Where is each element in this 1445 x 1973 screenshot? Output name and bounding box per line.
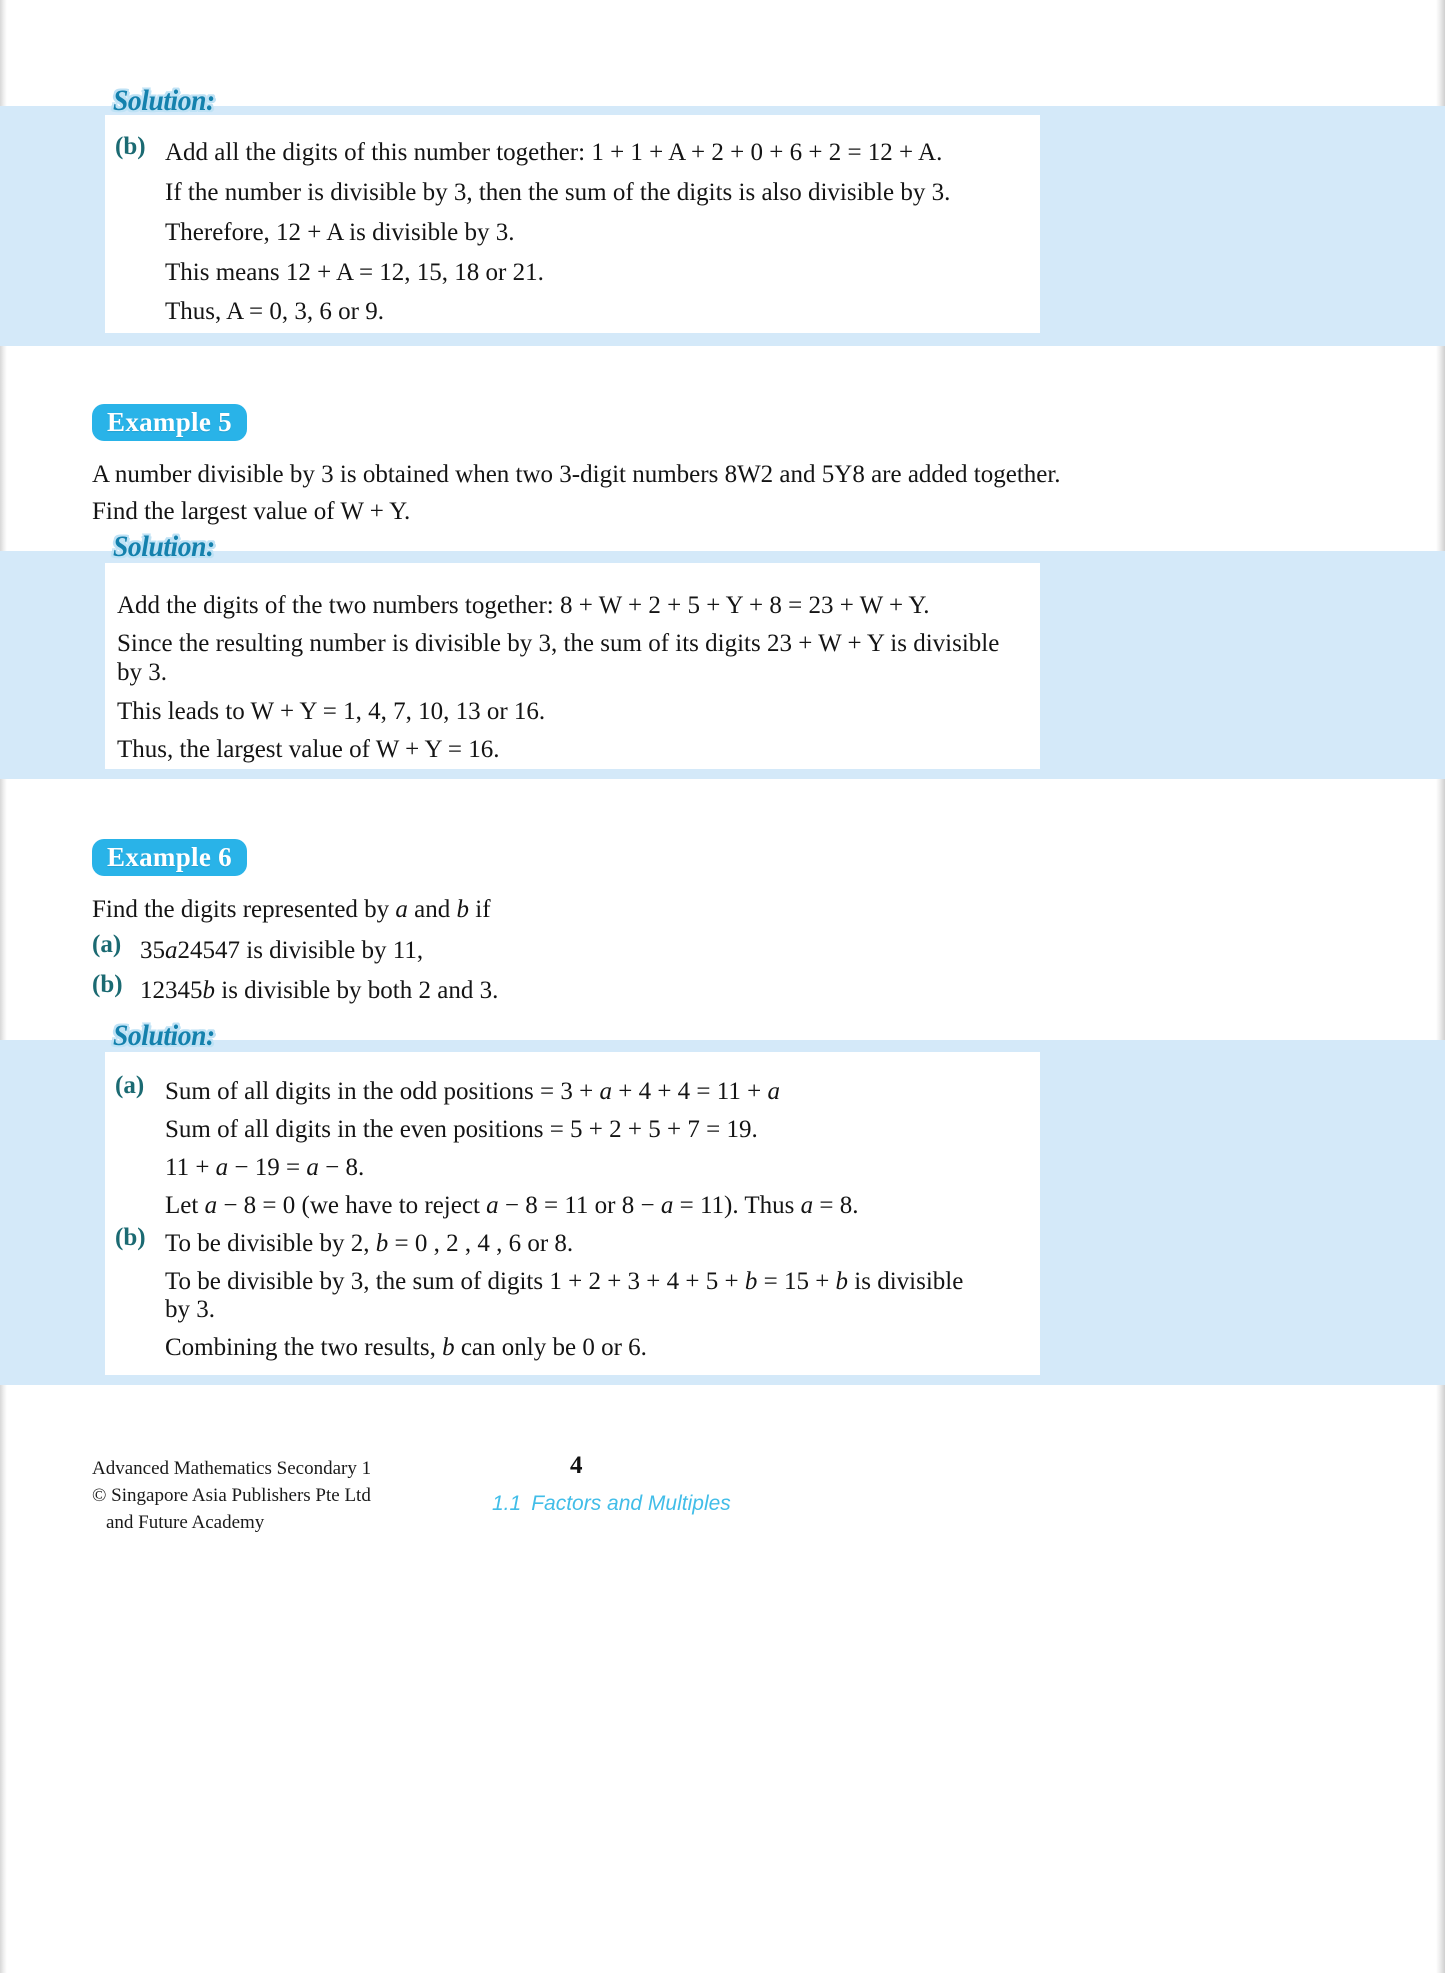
- example-5-solution-line-2: by 3.: [117, 659, 167, 686]
- example-5-question-line-1: Find the largest value of W + Y.: [92, 498, 411, 525]
- example-6-question-intro: Find the digits represented by a and b if: [92, 896, 491, 923]
- solution-top-marker: (b): [115, 133, 146, 160]
- solution-top-line-3: This means 12 + A = 12, 15, 18 or 21.: [165, 259, 544, 286]
- example-6-solution-b-line-2: by 3.: [165, 1296, 215, 1323]
- example-6-item-0-text: 35a24547 is divisible by 11,: [140, 937, 424, 964]
- page-number: 4: [570, 1452, 583, 1479]
- footer-section-name: Factors and Multiples: [531, 1492, 731, 1515]
- example-6-solution-a-line-2: 11 + a − 19 = a − 8.: [165, 1154, 365, 1181]
- example-6-solution-b-line-3: Combining the two results, b can only be 0 or 6.: [165, 1334, 647, 1361]
- example-6-solution-b-marker: (b): [115, 1224, 146, 1251]
- footer-line-2: and Future Academy: [106, 1512, 265, 1533]
- example-6-item-0-marker: (a): [92, 931, 122, 958]
- example-5-question-line-0: A number divisible by 3 is obtained when two 3-digit numbers 8W2 and 5Y8 are added together.: [92, 461, 1061, 488]
- example-6-solution-a-line-3: Let a − 8 = 0 (we have to reject a − 8 = 11 or 8 − a = 11). Thus a = 8.: [165, 1192, 859, 1219]
- example-5-solution-line-0: Add the digits of the two numbers together: 8 + W + 2 + 5 + Y + 8 = 23 + W + Y.: [117, 592, 930, 619]
- footer-publisher: [92, 1455, 371, 1536]
- example-6-item-1-text: 12345b is divisible by both 2 and 3.: [140, 977, 499, 1004]
- solution-label-top: Solution:: [113, 84, 215, 117]
- example-5-badge: Example 5: [92, 404, 247, 441]
- example-6-solution-a-marker: (a): [115, 1072, 145, 1099]
- footer-section-label: [492, 1492, 731, 1516]
- example-6-solution-b-line-1: To be divisible by 3, the sum of digits 1 + 2 + 3 + 4 + 5 + b = 15 + b is divisible: [165, 1268, 964, 1295]
- solution-label-example-6: Solution:: [113, 1019, 215, 1052]
- solution-label-example-5: Solution:: [113, 530, 215, 563]
- example-6-item-1-marker: (b): [92, 971, 123, 998]
- footer-line-1: © Singapore Asia Publishers Pte Ltd: [92, 1485, 371, 1506]
- example-5-solution-line-1: Since the resulting number is divisible by 3, the sum of its digits 23 + W + Y is divisible: [117, 630, 1000, 657]
- example-6-solution-b-line-0: To be divisible by 2, b = 0 , 2 , 4 , 6 or 8.: [165, 1230, 574, 1257]
- solution-top-line-0: Add all the digits of this number together: 1 + 1 + A + 2 + 0 + 6 + 2 = 12 + A.: [165, 139, 943, 166]
- example-6-solution-a-line-1: Sum of all digits in the even positions = 5 + 2 + 5 + 7 = 19.: [165, 1116, 758, 1143]
- footer-section-number: 1.1: [492, 1492, 522, 1515]
- solution-top-line-1: If the number is divisible by 3, then the sum of the digits is also divisible by 3.: [165, 179, 951, 206]
- solution-top-line-4: Thus, A = 0, 3, 6 or 9.: [165, 298, 384, 325]
- example-5-solution-line-4: Thus, the largest value of W + Y = 16.: [117, 736, 500, 763]
- example-5-solution-line-3: This leads to W + Y = 1, 4, 7, 10, 13 or 16.: [117, 698, 546, 725]
- footer-line-0: Advanced Mathematics Secondary 1: [92, 1458, 372, 1479]
- solution-top-line-2: Therefore, 12 + A is divisible by 3.: [165, 219, 515, 246]
- example-6-solution-a-line-0: Sum of all digits in the odd positions = 3 + a + 4 + 4 = 11 + a: [165, 1078, 780, 1105]
- example-6-badge: Example 6: [92, 839, 247, 876]
